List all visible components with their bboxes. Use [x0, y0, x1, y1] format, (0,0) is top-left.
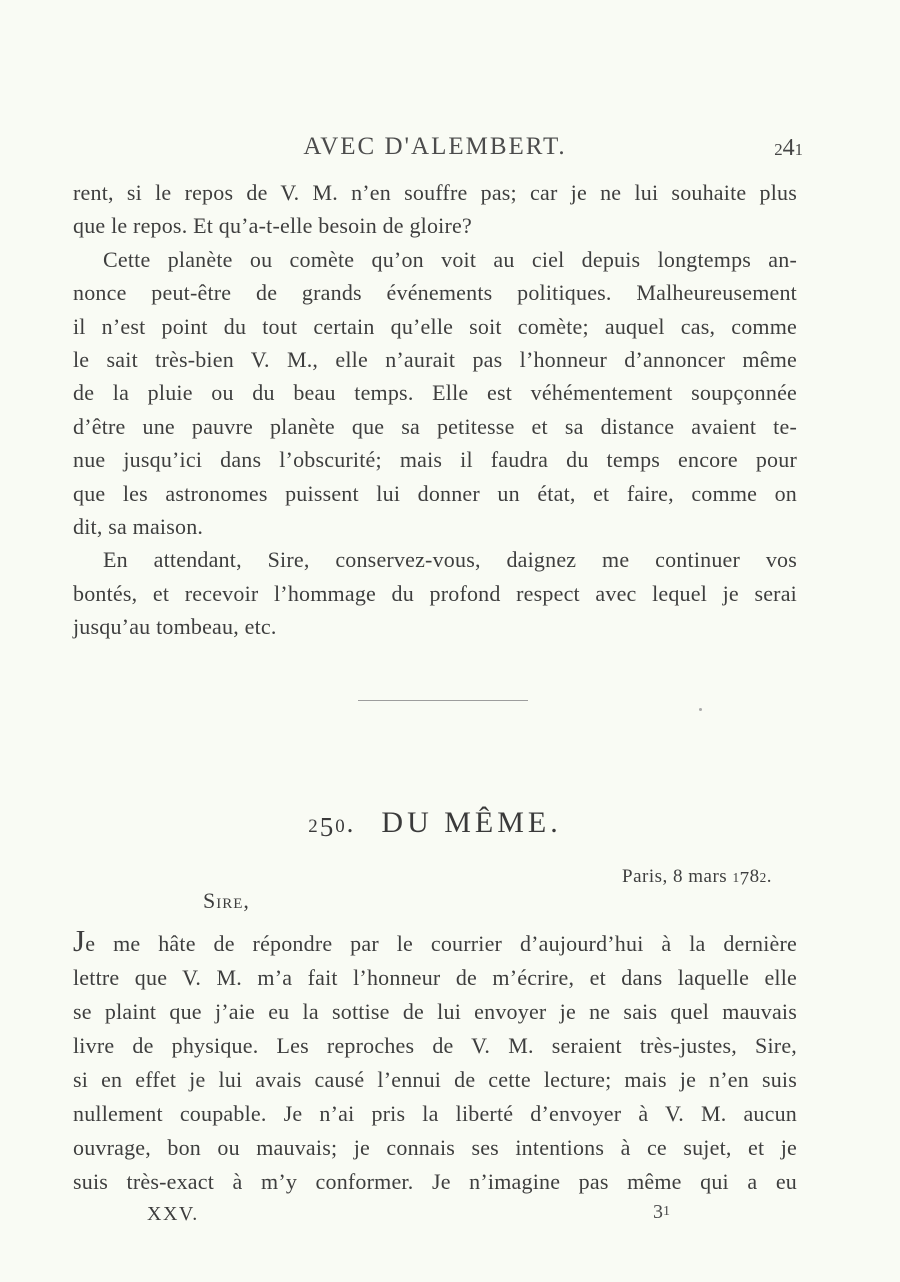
text-line: il n’est point du tout certain qu’elle soit comète; auquel cas, comme [73, 313, 797, 339]
letter-heading [73, 806, 797, 843]
text-line: rent, si le repos de V. M. n’en souffre pas; car je ne lui souhaite plus [73, 180, 797, 205]
text-line: jusqu’au tombeau, etc. [73, 614, 277, 640]
text-line: dit, sa maison. [73, 514, 204, 540]
text-line: nonce peut-être de grands événements politiques. Malheureusement [73, 280, 797, 306]
salutation: Sire, [203, 888, 250, 913]
text-line: livre de physique. Les reproches de V. M. seraient très-justes, Sire, [73, 1033, 797, 1058]
text-line: de la pluie ou du beau temps. Elle est véhémentement soupçonnée [73, 380, 797, 406]
text-line: Cette planète ou comète qu’on voit au ciel depuis longtemps an- [103, 246, 797, 272]
text-line: ouvrage, bon ou mauvais; je connais ses intentions à ce sujet, et je [73, 1135, 797, 1160]
volume-signature: XXV. [147, 1203, 199, 1225]
text-line: se plaint que j’aie eu la sottise de lui envoyer je ne sais quel mauvais [73, 999, 797, 1024]
text-line: nue jusqu’ici dans l’obscurité; mais il faudra du temps encore pour [73, 447, 797, 473]
letter-250-body [73, 923, 797, 1199]
text-line: lettre que V. M. m’a fait l’honneur de m’écrire, et dans laquelle elle [73, 965, 797, 990]
text-line: nullement coupable. Je n’ai pris la liberté d’envoyer à V. M. aucun [73, 1101, 797, 1126]
letter-249-continuation [73, 176, 797, 644]
text-line: que les astronomes puissent lui donner un état, et faire, comme on [73, 480, 797, 506]
sheet-signature: 31 [653, 1200, 670, 1223]
scan-speck [699, 708, 702, 711]
text-line: le sait très-bien V. M., elle n’aurait pas l’honneur d’annoncer même [73, 347, 797, 373]
letter-number: 250. [308, 808, 356, 842]
text-line: Je me hâte de répondre par le courrier d’aujourd’hui à la dernière [73, 923, 797, 958]
dateline: Paris, 8 mars 1782. [622, 866, 772, 890]
letter-title: DU MÊME. [381, 806, 562, 839]
section-divider-rule [358, 700, 528, 701]
text-line: que le repos. Et qu’a-t-elle besoin de gloire? [73, 213, 472, 239]
text-line: suis très-exact à m’y conformer. Je n’imagine pas même qui a eu [73, 1169, 797, 1194]
text-line: d’être une pauvre planète que sa petitesse et sa distance avaient te- [73, 413, 797, 439]
text-line: En attendant, Sire, conservez-vous, daignez me continuer vos [103, 547, 797, 573]
running-header: AVEC D'ALEMBERT. [303, 133, 567, 160]
text-line: si en effet je lui avais causé l’ennui de cette lecture; mais je n’en suis [73, 1067, 797, 1092]
page-number: 241 [774, 135, 803, 161]
text-line: bontés, et recevoir l’hommage du profond respect avec lequel je serai [73, 580, 797, 606]
